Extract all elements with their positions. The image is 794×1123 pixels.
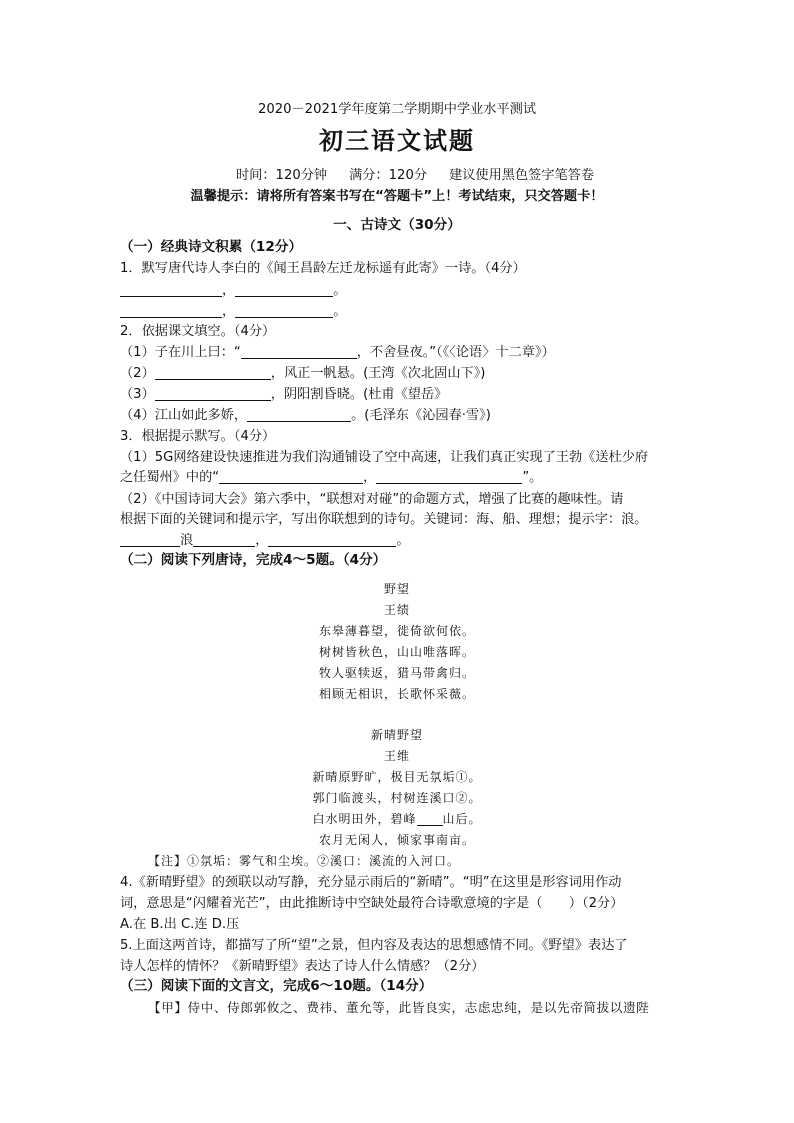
pen-info: 建议使用黑色签字笔答卷	[449, 168, 595, 183]
q2-item-2: （2） ，风正一帆悬。(王湾《次北固山下》)	[120, 366, 486, 381]
q2-item-1: （1）子在川上曰：“ ，不舍昼夜。”（《〈论语〉十二章》）	[120, 345, 555, 360]
notice: 温馨提示：请将所有答案书写在“答题卡”上！考试结束，只交答题卡！	[190, 189, 604, 204]
score-info: 满分：120分	[349, 168, 428, 183]
poem1-line: 牧人驱犊返，猎马带禽归。	[318, 666, 475, 680]
poem2-line: 农月无闲人，倾家事南亩。	[318, 833, 475, 847]
answer-blank[interactable]	[155, 386, 271, 401]
poem2-line-with-gap: 白水明田外，碧峰 山后。	[312, 812, 482, 826]
q1-blank-row-1: ， 。	[120, 281, 346, 300]
poem1-title: 野望	[383, 582, 410, 596]
exam-term-line: 2020－2021学年度第二学期期中学业水平测试	[257, 102, 537, 117]
q1-blank-row-2: ， 。	[120, 302, 346, 321]
poem1-line: 树树皆秋色，山山唯落晖。	[318, 645, 475, 659]
answer-blank[interactable]	[155, 365, 271, 380]
question-3: 3．根据提示默写。（4分）	[120, 429, 276, 444]
answer-blank[interactable]	[120, 282, 222, 297]
section-title: 一、古诗文（30分）	[333, 217, 461, 233]
answer-blank[interactable]	[235, 282, 333, 297]
time-info: 时间：120分钟	[236, 168, 328, 183]
answer-blank[interactable]	[247, 407, 351, 422]
question-5-line-b: 诗人怎样的情怀？《新晴野望》表达了诗人什么情感？（2分）	[120, 959, 485, 974]
poem2-title: 新晴野望	[370, 728, 423, 742]
answer-blank[interactable]	[268, 532, 396, 547]
answer-blank[interactable]	[241, 344, 357, 359]
poem1-author: 王绩	[383, 603, 410, 617]
answer-blank[interactable]	[219, 469, 363, 484]
exam-info	[236, 166, 594, 185]
exam-title: 初三语文试题	[319, 127, 475, 155]
poem2-line: 新晴原野旷，极目无氛垢①。	[312, 770, 482, 784]
poem1-line: 相顾无相识，长歌怀采薇。	[318, 687, 475, 701]
poem2-author: 王维	[383, 749, 410, 763]
q3-item-1-line-b: 之任蜀州》中的“ ， ”。	[120, 470, 543, 485]
question-1: 1．默写唐代诗人李白的《闻王昌龄左迁龙标遥有此寄》一诗。（4分）	[120, 261, 526, 276]
part3-title: （三）阅读下面的文言文，完成6～10题。（14分）	[120, 978, 433, 994]
question-4-line-a: 4.《新晴野望》的颈联以动写静，充分显示雨后的“新晴”。“明”在这里是形容词用作动	[120, 875, 622, 890]
question-4-options: A.在 B.出 C.连 D.压	[120, 917, 240, 932]
question-2: 2．依据课文填空。（4分）	[120, 324, 276, 339]
q3-item-1-line-a: （1）5G网络建设快速推进为我们沟通铺设了空中高速，让我们真正实现了王勃《送杜少府	[120, 450, 649, 465]
answer-blank[interactable]	[193, 532, 255, 547]
classical-passage: 【甲】侍中、侍郎郭攸之、费祎、董允等，此皆良实，志虑忠纯，是以先帝简拔以遗陛	[148, 1000, 650, 1015]
q2-item-4: （4）江山如此多娇， 。(毛泽东《沁园春·雪》)	[120, 408, 491, 423]
question-5-line-a: 5.上面这两首诗，都描写了所“望”之景，但内容及表达的思想感情不同。《野望》表达了	[120, 938, 628, 953]
answer-blank[interactable]	[120, 532, 180, 547]
q3-item-2-line-a: （2）《中国诗词大会》第六季中，“联想对对碰”的命题方式，增强了比赛的趣味性。请	[120, 492, 624, 507]
answer-blank[interactable]	[235, 303, 333, 318]
poem-note: 【注】①氛垢：雾气和尘埃。②溪口：溪流的入河口。	[148, 854, 461, 868]
poem2-line: 郭门临渡头，村树连溪口②。	[312, 791, 482, 805]
q3-item-2-line-c: 浪 ， 。	[120, 531, 410, 550]
part1-title: （一）经典诗文积累（12分）	[120, 239, 303, 255]
answer-blank[interactable]	[376, 469, 522, 484]
q3-item-2-line-b: 根据下面的关键词和提示字，写出你联想到的诗句。关键词：海、船、理想；提示字：浪。	[120, 512, 648, 527]
poem1-line: 东皋薄暮望，徙倚欲何依。	[318, 624, 475, 638]
poem-gap-blank[interactable]	[417, 812, 443, 826]
q2-item-3: （3） ，阴阳割昏晓。(杜甫《望岳》	[120, 387, 448, 402]
part2-title: （二）阅读下列唐诗，完成4～5题。（4分）	[120, 552, 387, 568]
answer-blank[interactable]	[120, 303, 222, 318]
question-4-line-b: 词，意思是“闪耀着光芒”，由此推断诗中空缺处最符合诗歌意境的字是（ ）（2分）	[120, 896, 624, 911]
